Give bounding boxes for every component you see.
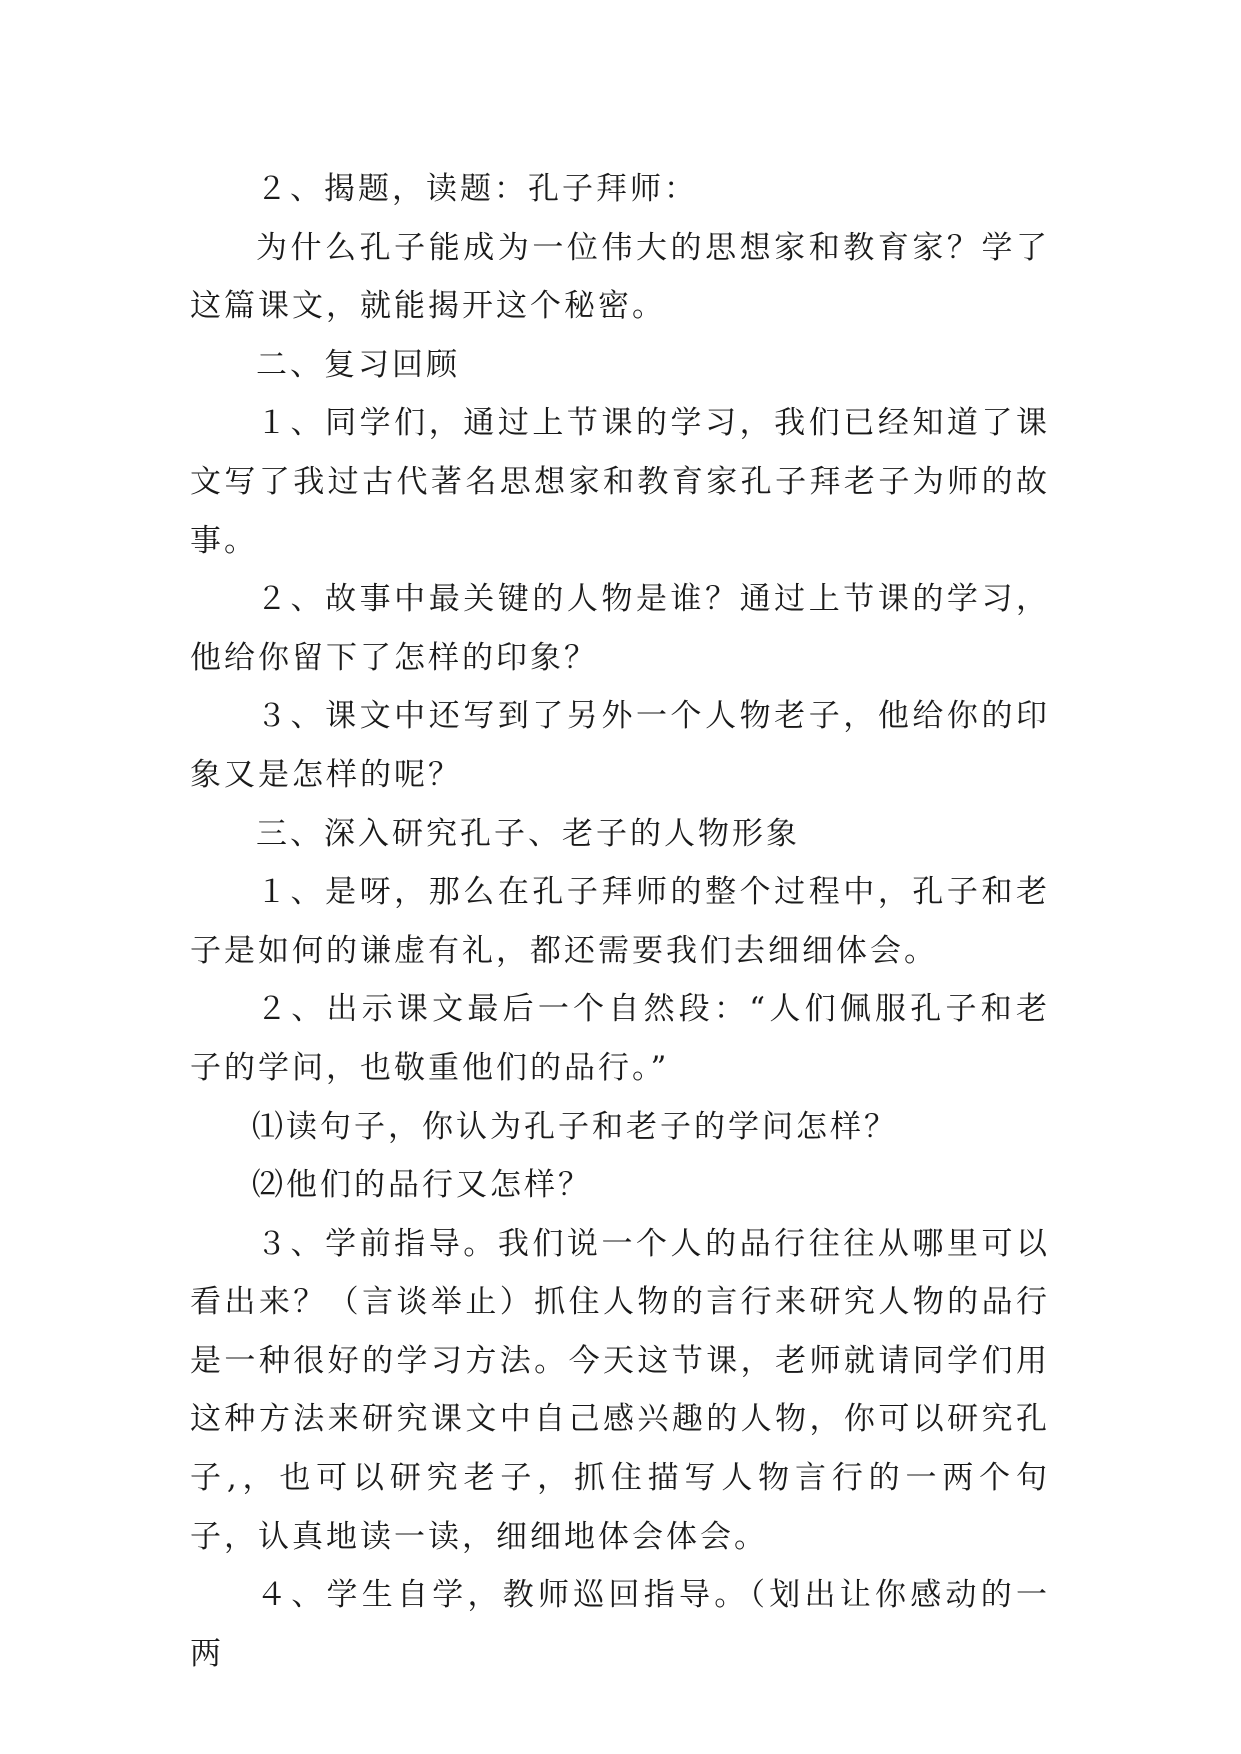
paragraph-question-intro: 为什么孔子能成为一位伟大的思想家和教育家？学了这篇课文，就能揭开这个秘密。 [190, 229, 1050, 325]
document-body [190, 160, 1050, 1683]
section-heading-review: 二、复习回顾 [256, 346, 460, 383]
paragraph-review-1: １、同学们，通过上节课的学习，我们已经知道了课文写了我过古代著名思想家和教育家孔子拜老子为师的故事。 [190, 405, 1050, 559]
paragraph-review-3: ３、课文中还写到了另外一个人物老子，他给你的印象又是怎样的呢？ [190, 698, 1050, 793]
paragraph-review-2: ２、故事中最关键的人物是谁？通过上节课的学习，他给你留下了怎样的印象？ [190, 581, 1050, 676]
paragraph-subitem-1: ⑴读句子，你认为孔子和老子的学问怎样？ [252, 1108, 898, 1145]
section-heading-study: 三、深入研究孔子、老子的人物形象 [256, 815, 800, 852]
paragraph-reveal-title: ２、揭题，读题：孔子拜师： [256, 171, 698, 207]
paragraph-study-3: ３、学前指导。我们说一个人的品行往往从哪里可以看出来？（言谈举止）抓住人物的言行来研究人物的品行是一种很好的学习方法。今天这节课，老师就请同学们用这种方法来研究课文中自己感兴趣的人物，你可以研究孔子,，也可以研究老子，抓住描写人物言行的一两个句子，认真地读一读，细细地体会体会。 [190, 1225, 1050, 1555]
paragraph-subitem-2: ⑵他们的品行又怎样？ [252, 1167, 592, 1204]
paragraph-study-2: ２、出示课文最后一个自然段：“人们佩服孔子和老子的学问，也敬重他们的品行。” [190, 991, 1050, 1086]
paragraph-study-1: １、是呀，那么在孔子拜师的整个过程中，孔子和老子是如何的谦虚有礼，都还需要我们去细细体会。 [190, 874, 1050, 969]
paragraph-study-4: ４、学生自学，教师巡回指导。（划出让你感动的一两 [190, 1577, 1050, 1672]
